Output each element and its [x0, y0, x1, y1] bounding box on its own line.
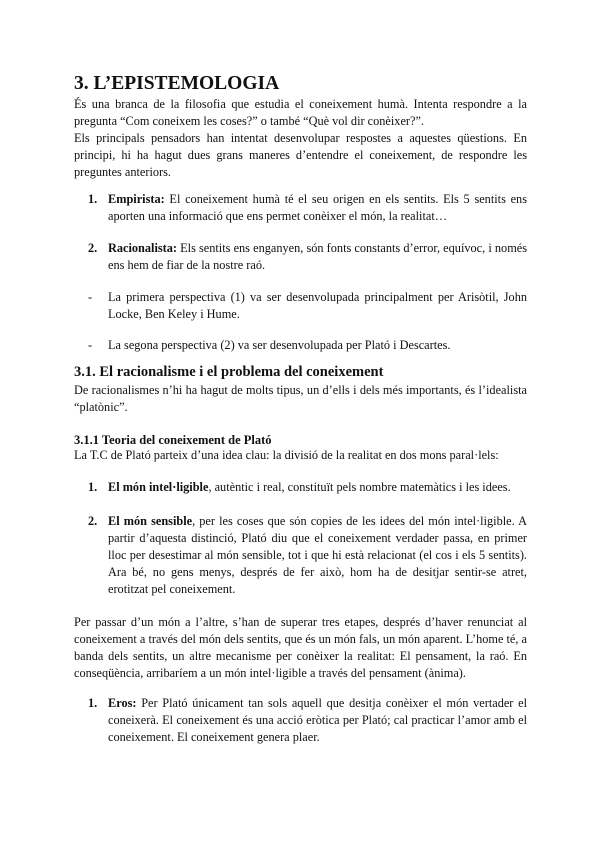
section-paragraph: De racionalismes n’hi ha hagut de molts tipus, un d’ells i dels més importants, és l’idealista “platònic”.	[74, 383, 527, 414]
definition-racionalista: Els sentits ens enganyen, són fonts constants d’error, equívoc, i només ens hem de fiar de la nostre raó.	[108, 241, 527, 272]
list-item-empirista	[88, 191, 527, 225]
list-marker: 1.	[88, 480, 98, 494]
dash-text: La primera perspectiva (1) va ser desenvolupada principalment per Arisòtil, John Locke, Ben Keley i Hume.	[108, 290, 527, 321]
dash-marker: -	[88, 290, 93, 304]
list-marker: 1.	[88, 192, 98, 206]
definition-mon-intelligible: , autèntic i real, constituït pels nombre matemàtics i les idees.	[208, 480, 511, 494]
list-marker: 2.	[88, 241, 98, 255]
dash-item-second-perspective	[88, 337, 527, 354]
term-eros: Eros:	[108, 696, 137, 710]
dash-text: La segona perspectiva (2) va ser desenvolupada per Plató i Descartes.	[108, 338, 451, 352]
stages-paragraph: Per passar d’un món a l’altre, s’han de superar tres etapes, després d’haver renunciat al coneixement a través del món dels sentits, que és un món fals, un món aparent. L’home té, a banda dels sentits, un altre mecanisme per conèixer la realitat: El pensament, la raó. En conseqüència, arribaríem a un món intel·ligible a través del pensament (ànima).	[74, 615, 527, 680]
list-item-eros	[88, 695, 527, 746]
list-item-mon-intelligible	[88, 479, 527, 496]
intro-paragraph-1: És una branca de la filosofia que estudia el coneixement humà. Intenta respondre a la pregunta “Com coneixem les coses?” o també “Què vol dir conèixer?”.	[74, 97, 527, 128]
definition-eros: Per Plató únicament tan sols aquell que desitja conèixer el món vertader el coneixerà. El coneixement és una acció eròtica per Plató; cal practicar l’amor amb el coneixement. El coneixement genera plaer.	[108, 696, 527, 744]
section-title: 3.1. El racionalisme i el problema del coneixement	[74, 364, 384, 380]
dash-item-first-perspective	[88, 289, 527, 323]
dash-marker: -	[88, 338, 93, 352]
term-racionalista: Racionalista:	[108, 241, 177, 255]
term-mon-sensible: El món sensible	[108, 514, 193, 528]
term-empirista: Empirista:	[108, 192, 165, 206]
term-mon-intelligible: El món intel·ligible	[108, 480, 209, 494]
subsection-title: 3.1.1 Teoria del coneixement de Plató	[74, 433, 272, 447]
definition-mon-sensible: , per les coses que són copies de les idees del món intel·ligible. A partir d’aquesta distinció, Plató diu que el coneixement verdader passa, en primer lloc per desestimar al món sensible, tot i que hi està relacionat (el cos i els 5 sentits). Ara bé, no gens menys, després de fer això, hom ha de desitjar sentir-se atret, erotitzat pel coneixement.	[108, 514, 528, 596]
definition-empirista: El coneixement humà té el seu origen en els sentits. Els 5 sentits ens aporten una informació que ens permet conèixer el món, la realitat…	[108, 192, 527, 223]
list-item-racionalista	[88, 240, 527, 274]
page-title: 3. L’EPISTEMOLOGIA	[74, 73, 280, 94]
list-item-mon-sensible	[88, 513, 527, 598]
list-marker: 2.	[88, 514, 98, 528]
list-marker: 1.	[88, 696, 98, 710]
subsection-paragraph: La T.C de Plató parteix d’una idea clau: la divisió de la realitat en dos mons paral·lels:	[74, 448, 499, 462]
intro-paragraph-2: Els principals pensadors han intentat desenvolupar respostes a aquestes qüestions. En principi, hi ha hagut dues grans maneres d’entendre el coneixement, de respondre les preguntes anteriors.	[74, 131, 527, 179]
